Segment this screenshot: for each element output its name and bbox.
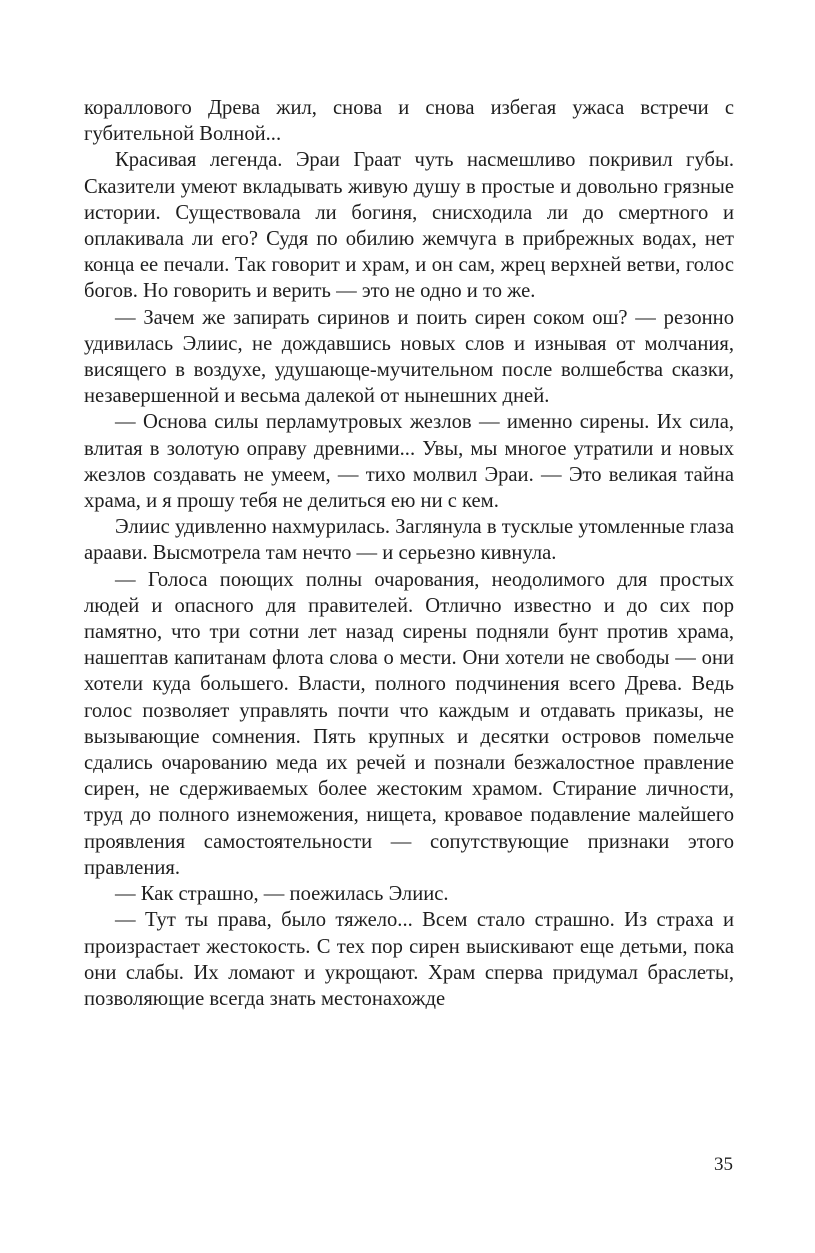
paragraph: Красивая легенда. Эраи Граат чуть насмешливо покривил губы. Сказители умеют вкладывать живую душу в простые и довольно грязные истории. Существовала ли богиня, снисходила ли до смертного и оплакивала ли его? Судя по обилию жемчуга в прибрежных водах, нет конца ее печали. Так говорит и храм, и он сам, жрец верхней ветви, голос богов. Но говорить и верить — это не одно и то же. bbox=[84, 149, 734, 303]
page-number: 35 bbox=[714, 1154, 733, 1175]
paragraph: — Основа силы перламутровых жезлов — именно сирены. Их сила, влитая в золотую оправу древними... Увы, мы многое утратили и новых жезлов создавать не умеем, — тихо молвил Эраи. — Это великая тайна храма, и я прошу тебя не делиться ею ни с кем. bbox=[84, 411, 734, 513]
book-page-text bbox=[84, 95, 734, 1012]
paragraph: — Тут ты права, было тяжело... Всем стало страшно. Из страха и произрастает жестокость. С тех пор сирен выискивают еще детьми, пока они слабы. Их ломают и укрощают. Храм сперва придумал браслеты, позволяющие всегда знать местонахожде bbox=[84, 909, 734, 1010]
paragraph: — Зачем же запирать сиринов и поить сирен соком ош? — резонно удивилась Элиис, не дождавшись новых слов и изнывая от молчания, висящего в воздухе, удушающе-мучительном после волшебства сказки, незавершенной и весьма далекой от нынешних дней. bbox=[84, 306, 734, 408]
paragraph: Элиис удивленно нахмурилась. Заглянула в тусклые утомленные глаза араави. Высмотрела там нечто — и серьезно кивнула. bbox=[84, 516, 734, 565]
paragraph: — Как страшно, — поежилась Элиис. bbox=[115, 883, 449, 906]
paragraph-continued: кораллового Древа жил, снова и снова избегая ужаса встречи с губительной Волной... bbox=[84, 97, 734, 146]
paragraph: — Голоса поющих полны очарования, неодолимого для простых людей и опасного для правителей. Отлично известно и до сих пор памятно, что три сотни лет назад сирены подняли бунт против храма, нашептав капитанам флота слова о мести. Они хотели не свободы — они хотели куда большего. Власти, полного подчинения всего Древа. Ведь голос позволяет управлять почти что каждым и отдавать приказы, не вызывающие сомнения. Пять крупных и десятки островов помельче сдались очарованию меда их речей и познали безжалостное правление сирен, не сдерживаемых более жестоким храмом. Стирание личности, труд до полного изнеможения, нищета, кровавое подавление малейшего проявления самостоятельности — сопутствующие признаки этого правления. bbox=[84, 568, 734, 879]
